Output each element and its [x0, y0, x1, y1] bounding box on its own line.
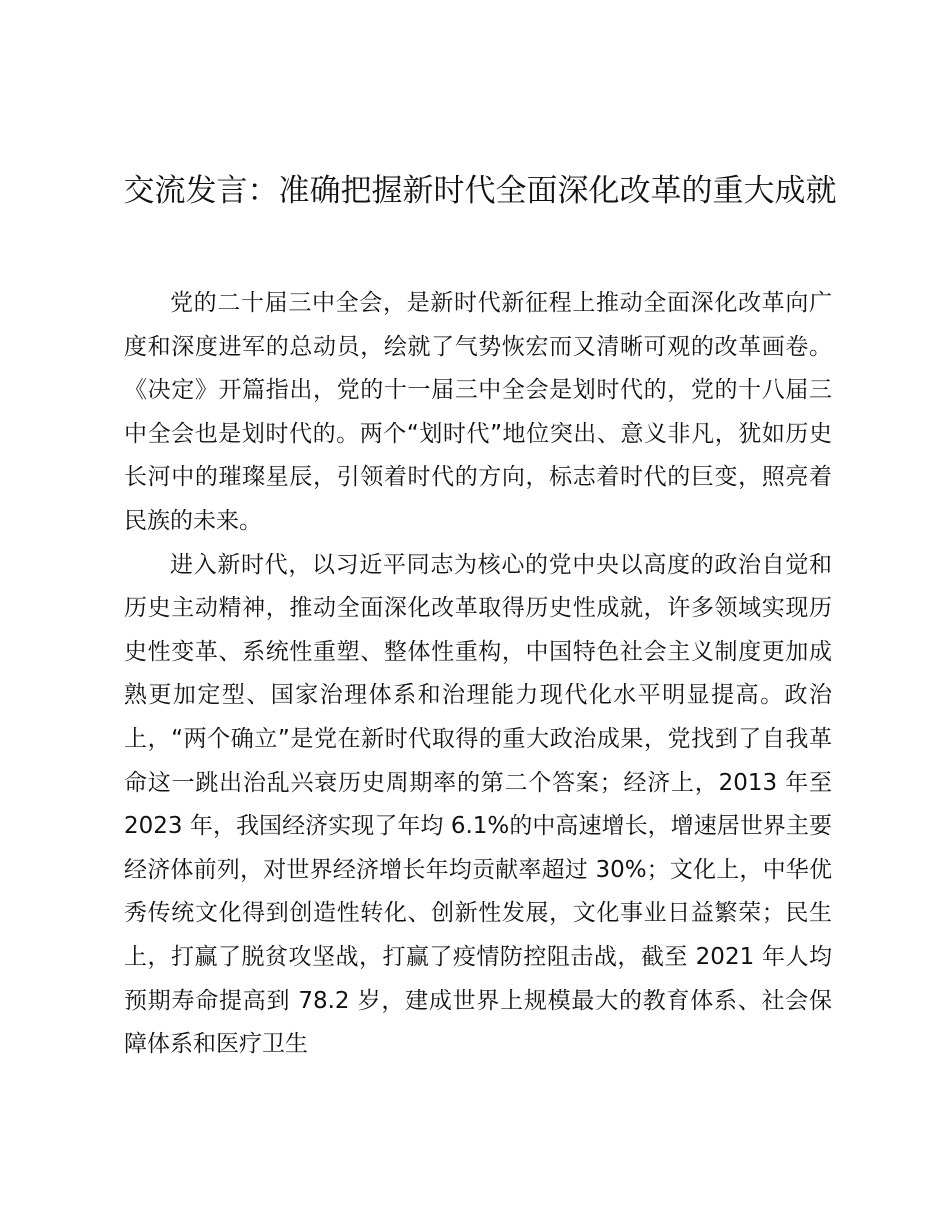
- document-body: [124, 282, 832, 1067]
- paragraph-1: 党的二十届三中全会，是新时代新征程上推动全面深化改革向广度和深度进军的总动员，绘就了气势恢宏而又清晰可观的改革画卷。《决定》开篇指出，党的十一届三中全会是划时代的，党的十八届三中全会也是划时代的。两个“划时代”地位突出、意义非凡，犹如历史长河中的璀璨星辰，引领着时代的方向，标志着时代的巨变，照亮着民族的未来。: [124, 290, 832, 534]
- paragraph-2: 进入新时代，以习近平同志为核心的党中央以高度的政治自觉和历史主动精神，推动全面深化改革取得历史性成就，许多领域实现历史性变革、系统性重塑、整体性重构，中国特色社会主义制度更加成熟更加定型、国家治理体系和治理能力现代化水平明显提高。政治上，“两个确立”是党在新时代取得的重大政治成果，党找到了自我革命这一跳出治乱兴衰历史周期率的第二个答案；经济上，2013 年至 2023 年，我国经济实现了年均 6.1%的中高速增长，增速居世界主要经济体前列，对世界经济增长年均贡献率超过 30%；文化上，中华优秀传统文化得到创造性转化、创新性发展，文化事业日益繁荣；民生上，打赢了脱贫攻坚战，打赢了疫情防控阻击战，截至 2021 年人均预期寿命提高到 78.2 岁，建成世界上规模最大的教育体系、社会保障体系和医疗卫生: [124, 551, 832, 1058]
- document-title: 交流发言：准确把握新时代全面深化改革的重大成就: [123, 173, 837, 209]
